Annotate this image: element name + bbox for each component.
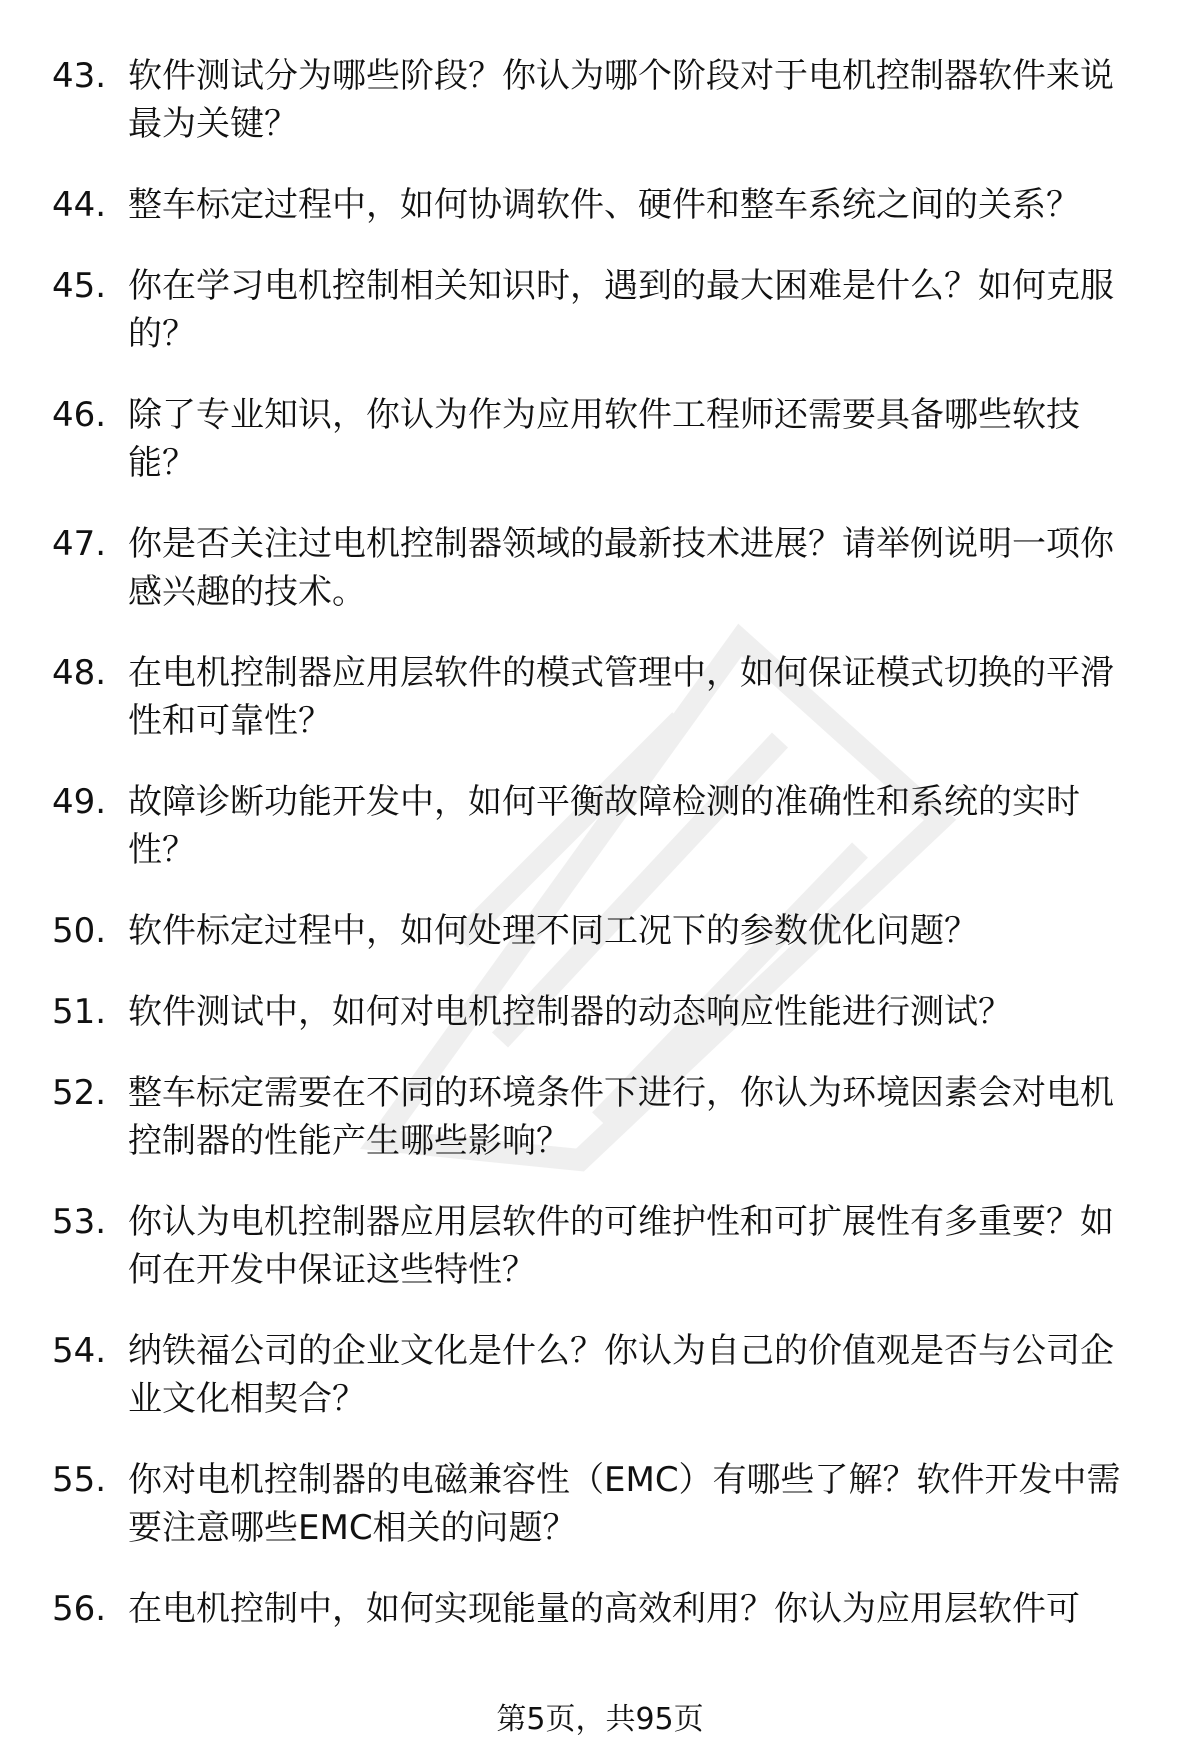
question-item bbox=[0, 391, 1200, 487]
question-list bbox=[0, 52, 1200, 1666]
question-item bbox=[0, 1327, 1200, 1423]
question-text: 软件测试中，如何对电机控制器的动态响应性能进行测试？ bbox=[128, 992, 1012, 1032]
question-text: 在电机控制器应用层软件的模式管理中，如何保证模式切换的平滑性和可靠性？ bbox=[128, 653, 1114, 741]
question-text: 整车标定需要在不同的环境条件下进行，你认为环境因素会对电机控制器的性能产生哪些影响？ bbox=[128, 1073, 1114, 1161]
question-item bbox=[0, 1198, 1200, 1294]
question-item bbox=[0, 181, 1200, 229]
question-number: 49. bbox=[52, 782, 107, 822]
question-number: 48. bbox=[52, 653, 107, 693]
question-text: 你是否关注过电机控制器领域的最新技术进展？请举例说明一项你感兴趣的技术。 bbox=[128, 524, 1114, 612]
question-text: 纳铁福公司的企业文化是什么？你认为自己的价值观是否与公司企业文化相契合？ bbox=[128, 1331, 1114, 1419]
question-text: 软件测试分为哪些阶段？你认为哪个阶段对于电机控制器软件来说最为关键？ bbox=[128, 56, 1114, 144]
question-number: 45. bbox=[52, 266, 107, 306]
question-item bbox=[0, 988, 1200, 1036]
question-item bbox=[0, 520, 1200, 616]
question-number: 55. bbox=[52, 1460, 107, 1500]
question-item bbox=[0, 52, 1200, 148]
question-number: 43. bbox=[52, 56, 107, 96]
question-text: 在电机控制中，如何实现能量的高效利用？你认为应用层软件可 bbox=[128, 1589, 1080, 1629]
question-text: 软件标定过程中，如何处理不同工况下的参数优化问题？ bbox=[128, 911, 978, 951]
question-text: 故障诊断功能开发中，如何平衡故障检测的准确性和系统的实时性？ bbox=[128, 782, 1080, 870]
question-item bbox=[0, 907, 1200, 955]
question-item bbox=[0, 262, 1200, 358]
question-number: 44. bbox=[52, 185, 107, 225]
question-number: 50. bbox=[52, 911, 107, 951]
question-text: 你在学习电机控制相关知识时，遇到的最大困难是什么？如何克服的？ bbox=[128, 266, 1114, 354]
question-number: 56. bbox=[52, 1589, 107, 1629]
question-item bbox=[0, 649, 1200, 745]
question-number: 52. bbox=[52, 1073, 107, 1113]
question-number: 54. bbox=[52, 1331, 107, 1371]
question-text: 你认为电机控制器应用层软件的可维护性和可扩展性有多重要？如何在开发中保证这些特性？ bbox=[128, 1202, 1114, 1290]
question-item bbox=[0, 1585, 1200, 1633]
question-number: 47. bbox=[52, 524, 107, 564]
question-number: 46. bbox=[52, 395, 107, 435]
question-number: 53. bbox=[52, 1202, 107, 1242]
question-text: 除了专业知识，你认为作为应用软件工程师还需要具备哪些软技能？ bbox=[128, 395, 1080, 483]
question-item bbox=[0, 1456, 1200, 1552]
question-text: 你对电机控制器的电磁兼容性（EMC）有哪些了解？软件开发中需要注意哪些EMC相关的问题？ bbox=[128, 1460, 1121, 1548]
question-number: 51. bbox=[52, 992, 107, 1032]
question-item bbox=[0, 778, 1200, 874]
question-item bbox=[0, 1069, 1200, 1165]
question-text: 整车标定过程中，如何协调软件、硬件和整车系统之间的关系？ bbox=[128, 185, 1080, 225]
page-footer: 第5页，共95页 bbox=[496, 1702, 704, 1737]
